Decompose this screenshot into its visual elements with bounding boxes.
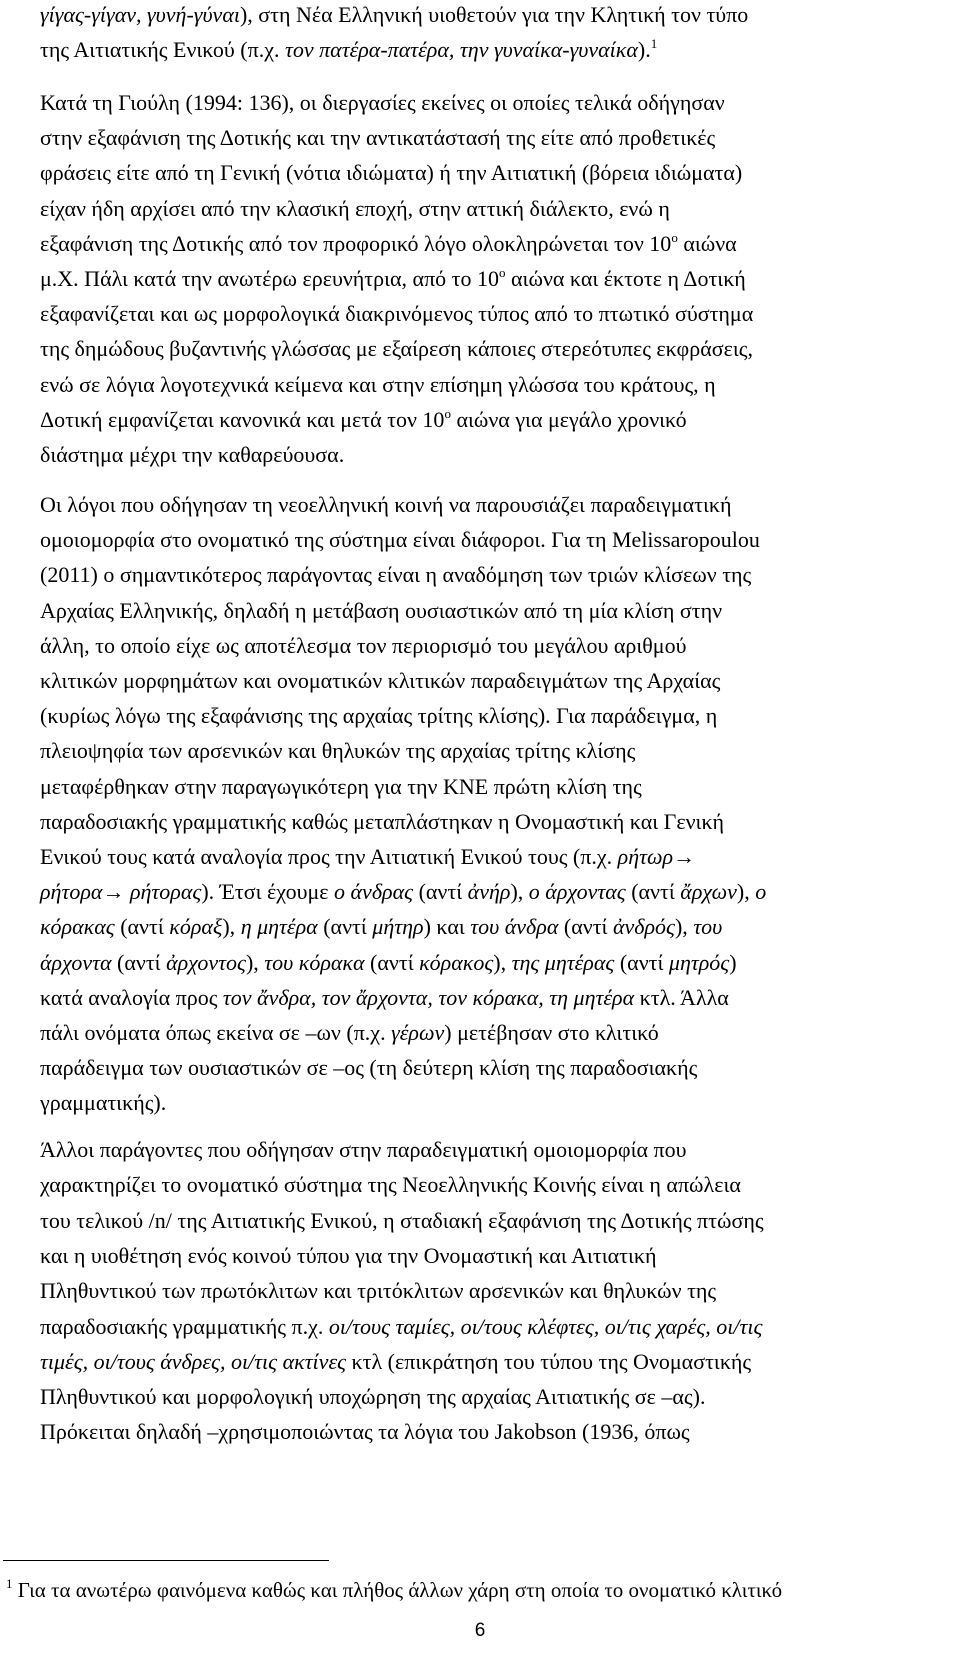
paragraph-2-line: παράδειγμα των ουσιαστικών σε –ος (τη δεύτερη κλίση της παραδοσιακής (40, 1055, 698, 1081)
paragraph-1-line: στην εξαφάνιση της Δοτικής και την αντικατάστασή της είτε από προθετικές (40, 125, 716, 151)
paragraph-1-line: εξαφάνιση της Δοτικής από τον προφορικό λόγο ολοκληρώνεται τον $10^o$ αιώνα (40, 229, 737, 256)
paragraph-2-line: πάλι ονόματα όπως εκείνα σε –ων (π.χ. γέρων) μετέβησαν στο κλιτικό (40, 1020, 659, 1045)
paragraph-3-line: τιμές, οι/τους άνδρες, οι/τις ακτίνες κτλ (επικράτηση του τύπου της Ονομαστικής (40, 1348, 752, 1374)
paragraph-2-line: (κυρίως λόγω της εξαφάνισης της αρχαίας τρίτης κλίσης). Για παράδειγμα, η (40, 703, 718, 729)
paragraph-2-line: μεταφέρθηκαν στην παραγωγικότερη για την ΚΝΕ πρώτη κλίση της (40, 773, 642, 799)
paragraph-3-line: του τελικού /n/ της Αιτιατικής Ενικού, η σταδιακή εξαφάνιση της Δοτικής πτώσης (40, 1207, 764, 1233)
paragraph-1-line: μ.Χ. Πάλι κατά την ανωτέρω ερευνήτρια, από το $10^o$ αιώνα και έκτοτε η Δοτική (40, 265, 746, 291)
paragraph-1-line: Δοτική εμφανίζεται κανονικά και μετά τον $10^o$ αιώνα για μεγάλο χρονικό (40, 405, 687, 432)
paragraph-2-line: άλλη, το οποίο είχε ως αποτέλεσμα τον περιορισμό του μεγάλου αριθμού (40, 632, 687, 658)
paragraph-2-line: κλιτικών μορφημάτων και ονοματικών κλιτικών παραδειγμάτων της Αρχαίας (40, 668, 721, 693)
paragraph-1-line: φράσεις είτε από τη Γενική (νότια ιδιώματα) ή την Αιτιατική (βόρεια ιδιώματα) (40, 160, 743, 186)
paragraph-2-line: ρήτορα→ ρήτορας). Έτσι έχουμε ο άνδρας (αντί ἀνήρ), ο άρχοντας (αντί ἄρχων), ο (40, 879, 767, 905)
paragraph-2-line: Οι λόγοι που οδήγησαν τη νεοελληνική κοινή να παρουσιάζει παραδειγματική (40, 492, 732, 517)
paragraph-3-line: Πληθυντικού και μορφολογική υποχώρηση της αρχαίας Αιτιατικής σε –ας). (40, 1384, 706, 1410)
paragraph-3-line: και η υιοθέτηση ενός κοινού τύπου για την Ονομαστική και Αιτιατική (40, 1242, 657, 1268)
footnote-marker: 1 (6, 1576, 13, 1591)
paragraph-1-line: της δημώδους βυζαντινής γλώσσας με εξαίρεση κάποιες στερεότυπες εκφράσεις, (40, 336, 753, 362)
paragraph-0-line: γίγας-γίγαν, γυνή-γύναι), στη Νέα Ελληνική υιοθετούν για την Κλητική τον τύπο (40, 2, 749, 27)
paragraph-2-line: κατά αναλογία προς τον ἄνδρα, τον ἄρχοντα, τον κόρακα, τη μητέρα κτλ. Άλλα (40, 984, 729, 1010)
paragraph-2-line: γραμματικής). (40, 1090, 167, 1116)
paragraph-1-line: ενώ σε λόγια λογοτεχνικά κείμενα και στην επίσημη γλώσσα του κράτους, η (40, 371, 716, 397)
paragraph-2-line: κόρακας (αντί κόραξ), η μητέρα (αντί μήτηρ) και του άνδρα (αντί ἀνδρός), του (40, 914, 723, 940)
paragraph-2-line: Ενικού τους κατά αναλογία προς την Αιτιατική Ενικού τους (π.χ. ρήτωρ→ (40, 844, 696, 869)
paragraph-2-line: (2011) ο σημαντικότερος παράγοντας είναι η αναδόμηση των τριών κλίσεων της (40, 562, 752, 588)
paragraph-2-line: πλειοψηφία των αρσενικών και θηλυκών της αρχαίας τρίτης κλίσης (40, 738, 636, 764)
footnote-text: Για τα ανωτέρω φαινόμενα καθώς και πλήθος άλλων χάρη στη οποία το ονοματικό κλιτικό (17, 1578, 783, 1602)
paragraph-1-line: εξαφανίζεται και ως μορφολογικά διακρινόμενος τύπος από το πτωτικό σύστημα (40, 301, 754, 327)
paragraph-3-line: χαρακτηρίζει το ονοματικό σύστημα της Νεοελληνικής Κοινής είναι η απώλεια (40, 1172, 741, 1198)
paragraph-2-line: ομοιομορφία στο ονοματικό της σύστημα είναι διάφοροι. Για τη Melissaropoulou (40, 527, 760, 553)
footnote (6, 1576, 782, 1604)
paragraph-2-line: παραδοσιακής γραμματικής καθώς μεταπλάστηκαν η Ονομαστική και Γενική (40, 808, 725, 834)
paragraph-3-line: Άλλοι παράγοντες που οδήγησαν στην παραδειγματική ομοιομορφία που (40, 1137, 687, 1162)
paragraph-3-line: Πρόκειται δηλαδή –χρησιμοποιώντας τα λόγια του Jakobson (1936, όπως (40, 1419, 690, 1445)
page-number: 6 (474, 1620, 486, 1641)
paragraph-1-line: διάστημα μέχρι την καθαρεύουσα. (40, 442, 345, 467)
paragraph-0-line: της Αιτιατικής Ενικού (π.χ. τον πατέρα-πατέρα, την γυναίκα-γυναίκα).$^1$ (40, 36, 658, 62)
paragraph-3-line: Πληθυντικού των πρωτόκλιτων και τριτόκλιτων αρσενικών και θηλυκών της (40, 1278, 717, 1304)
paragraph-1-line: Κατά τη Γιούλη (1994: 136), οι διεργασίες εκείνες οι οποίες τελικά οδήγησαν (40, 90, 725, 115)
footnote-separator (3, 1560, 329, 1561)
paragraph-2-line: άρχοντα (αντί ἀρχοντος), του κόρακα (αντί κόρακος), της μητέρας (αντί μητρός) (40, 949, 737, 975)
paragraph-3-line: παραδοσιακής γραμματικής π.χ. οι/τους ταμίες, οι/τους κλέφτες, οι/τις χαρές, οι/τις (40, 1313, 763, 1339)
paragraph-1-line: είχαν ήδη αρχίσει από την κλασική εποχή, στην αττική διάλεκτο, ενώ η (40, 195, 670, 221)
paragraph-2-line: Αρχαίας Ελληνικής, δηλαδή η μετάβαση ουσιαστικών από τη μία κλίση στην (40, 597, 723, 623)
